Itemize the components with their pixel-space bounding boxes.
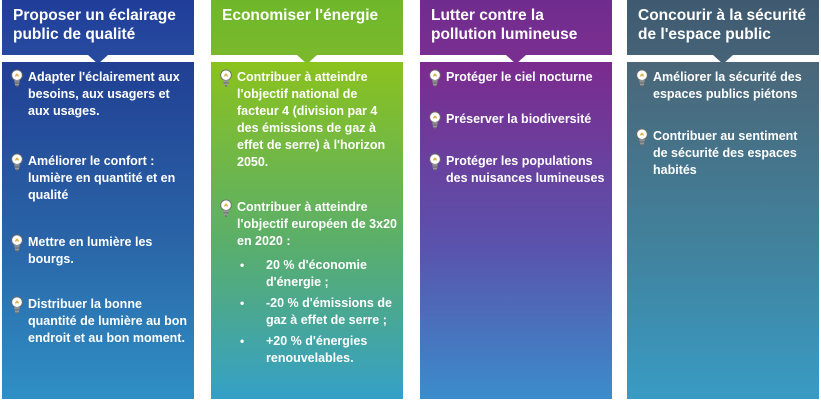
sub-list-item-text: 20 % d'économie d'énergie ; xyxy=(266,258,367,289)
column-body xyxy=(627,62,819,399)
lightbulb-icon xyxy=(635,128,649,146)
list-item-text: Améliorer le confort : lumière en quantité et en qualité xyxy=(28,154,176,202)
list-item xyxy=(428,153,606,187)
lightbulb-icon xyxy=(428,153,442,171)
list-item xyxy=(635,69,813,103)
column-eclairage-qualite xyxy=(2,0,194,345)
column-title: Lutter contre la pollution lumineuse xyxy=(431,7,578,43)
sub-list-item xyxy=(237,257,397,291)
lightbulb-icon xyxy=(10,234,24,252)
sub-list-item xyxy=(237,333,397,367)
column-economiser-energie xyxy=(211,0,403,365)
column-title: Concourir à la sécurité de l'espace public xyxy=(638,7,806,43)
list-item-text: Distribuer la bonne quantité de lumière au bon endroit et au bon moment. xyxy=(28,297,188,345)
bullet-icon: • xyxy=(240,334,245,348)
column-header xyxy=(211,0,403,55)
list-item-text: Adapter l'éclairement aux besoins, aux usagers et aux usages. xyxy=(28,70,180,118)
bullet-icon: • xyxy=(240,296,245,310)
sub-list-item xyxy=(237,295,397,329)
sub-list-item-text: +20 % d'énergies renouvelables. xyxy=(266,334,368,365)
lightbulb-icon xyxy=(10,69,24,87)
list-item xyxy=(10,234,188,268)
lightbulb-icon xyxy=(10,296,24,314)
list-item xyxy=(635,128,813,179)
column-securite-espace-public xyxy=(627,0,819,177)
list-item-text: Préserver la biodiversité xyxy=(446,112,592,126)
column-body xyxy=(211,62,403,399)
list-item-text: Contribuer au sentiment de sécurité des espaces habités xyxy=(653,129,798,177)
list-item-text: Contribuer à atteindre l'objectif national de facteur 4 (division par 4 des émissions de gaz à effet de serre) à l'horizon 2050. xyxy=(237,70,386,169)
list-item xyxy=(428,69,606,87)
column-header xyxy=(627,0,819,55)
list-item-text: Contribuer à atteindre l'objectif européen de 3x20 en 2020 : xyxy=(237,200,397,248)
list-item xyxy=(219,69,397,171)
list-item xyxy=(219,199,397,371)
lightbulb-icon xyxy=(219,199,233,217)
sub-list xyxy=(237,257,397,367)
list-item xyxy=(10,296,188,347)
column-title: Economiser l'énergie xyxy=(222,7,379,24)
column-pollution-lumineuse xyxy=(420,0,612,185)
column-body xyxy=(2,62,194,399)
lightbulb-icon xyxy=(219,69,233,87)
list-item-text: Protéger le ciel nocturne xyxy=(446,70,593,84)
sub-list-item-text: -20 % d'émissions de gaz à effet de serre ; xyxy=(266,296,392,327)
list-item xyxy=(428,111,606,129)
list-item-text: Mettre en lumière les bourgs. xyxy=(28,235,153,266)
lightbulb-icon xyxy=(428,111,442,129)
column-header xyxy=(420,0,612,55)
list-item-text: Protéger les populations des nuisances lumineuses xyxy=(446,154,605,185)
list-item-text: Améliorer la sécurité des espaces publics piétons xyxy=(653,70,802,101)
lightbulb-icon xyxy=(635,69,649,87)
list-item xyxy=(10,69,188,120)
lightbulb-icon xyxy=(428,69,442,87)
column-title: Proposer un éclairage public de qualité xyxy=(13,7,176,43)
column-body xyxy=(420,62,612,399)
bullet-icon: • xyxy=(240,258,245,272)
list-item xyxy=(10,153,188,204)
column-header xyxy=(2,0,194,55)
lightbulb-icon xyxy=(10,153,24,171)
